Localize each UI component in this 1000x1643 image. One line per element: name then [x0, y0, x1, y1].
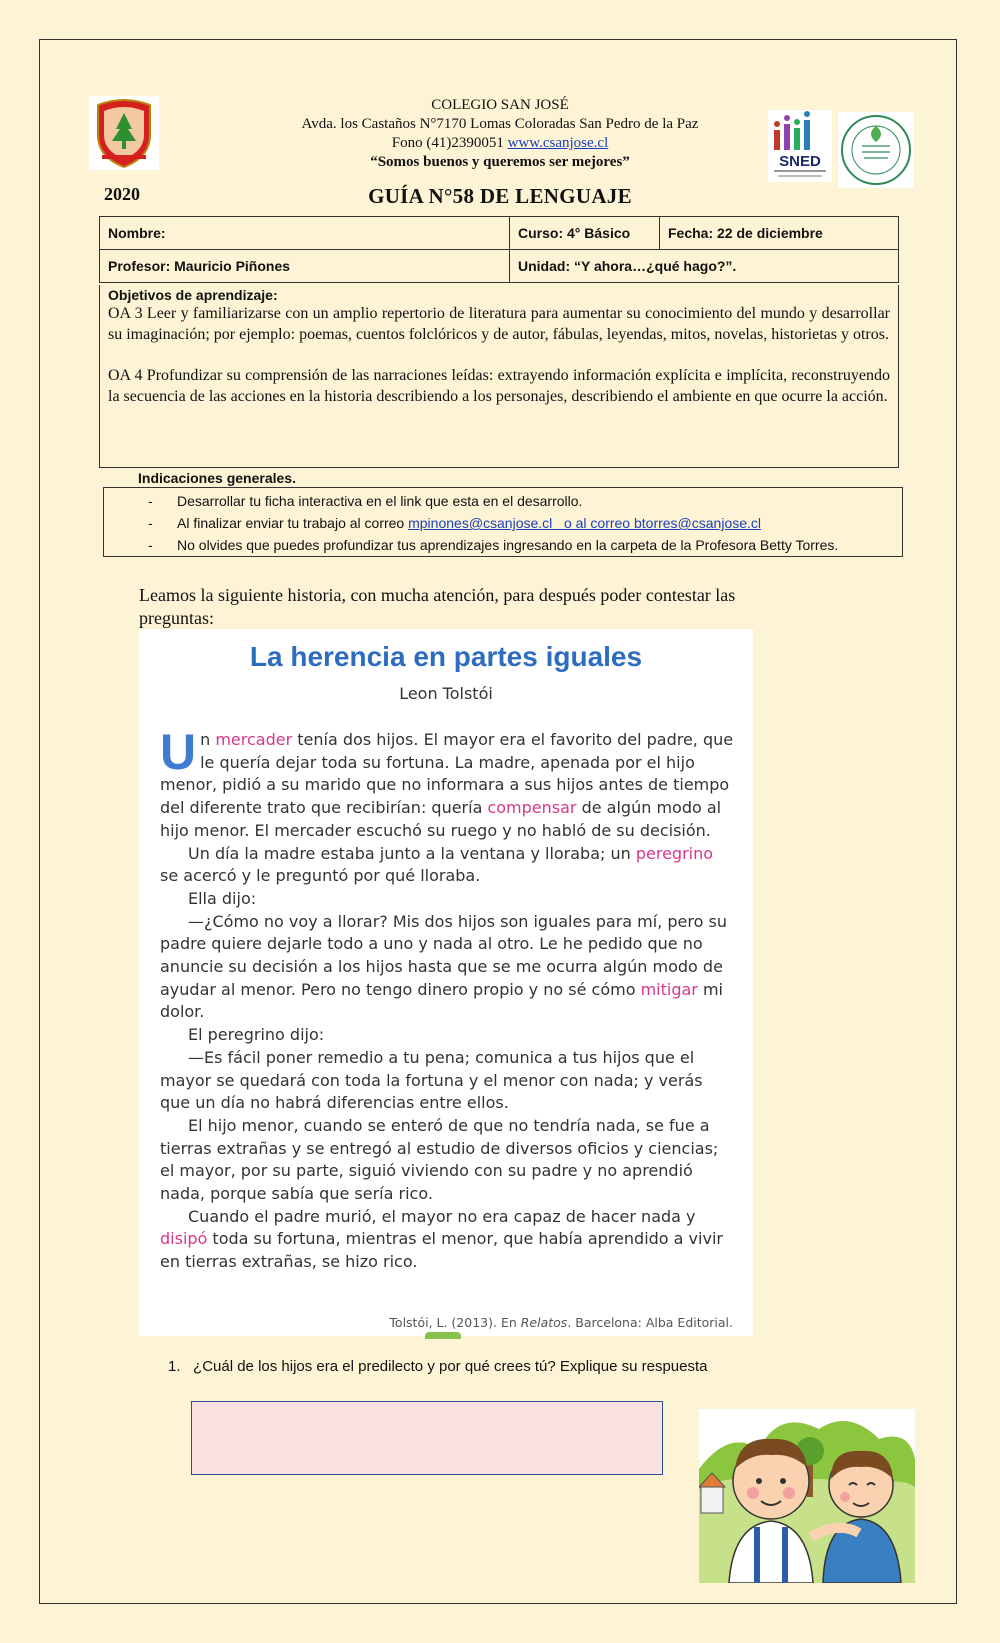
school-motto: “Somos buenos y queremos ser mejores”: [370, 154, 630, 170]
vocab-word: mercader: [215, 730, 293, 749]
sned-logo: [768, 110, 832, 182]
phone-number: Fono (41)2390051: [391, 135, 504, 151]
story-paragraph: El hijo menor, cuando se enteró de que no tendría nada, se fue a tierras extrañas y se entregó al estudio de diversos oficios y ciencias; el mayor, por su parte, siguió viviendo con su padre y no aprendió nada, porque sabía que sería rico.: [160, 1115, 719, 1204]
student-info-table: [99, 216, 899, 283]
brothers-illustration: [699, 1409, 915, 1583]
school-crest-logo: [88, 95, 160, 171]
indication-item: - No olvides que puedes profundizar tus aprendizajes ingresando en la carpeta de la Profesora Betty Torres.: [148, 537, 839, 553]
vocab-word: mitigar: [640, 979, 698, 999]
unit-field: Unidad: “Y ahora…¿qué hago?”.: [510, 250, 899, 283]
story-title: La herencia en partes iguales: [249, 641, 643, 672]
website-link[interactable]: www.csanjose.cl: [507, 135, 609, 151]
school-contact: [250, 134, 750, 153]
objectives-title: Objetivos de aprendizaje:: [108, 287, 278, 303]
objectives-box: [99, 285, 899, 468]
question-1: [168, 1358, 707, 1375]
question-text: ¿Cuál de los hijos era el predilecto y por qué crees tú? Explique su respuesta: [193, 1358, 708, 1375]
objective-oa4: OA 4 Profundizar su comprensión de las narraciones leídas: extrayendo información explícita e implícita, reconstruyendo la secuencia de las acciones en la historia describiendo a los personajes, describiendo el ambiente en que ocurre la acción.: [108, 367, 890, 405]
story-card: [139, 629, 753, 1336]
sned-label: SNED: [779, 153, 821, 170]
story-paragraph: Cuando el padre murió, el mayor no era capaz de hacer nada y disipó toda su fortuna, mientras el menor, que había aprendido a vivir en tierras extrañas, se hizo rico.: [160, 1206, 723, 1272]
decorative-strip: [425, 1332, 461, 1339]
date-field: Fecha: 22 de diciembre: [660, 217, 899, 250]
story-paragraph: Un día la madre estaba junto a la ventana y lloraba; un peregrino se acercó y le preguntó por qué lloraba.: [160, 843, 714, 886]
email-link-mpinones[interactable]: mpinones@csanjose.cl: [408, 515, 553, 531]
vocab-word: peregrino: [635, 843, 714, 863]
indication-item: - Al finalizar enviar tu trabajo al correo mpinones@csanjose.cl o al correo btorres@csanjose.cl: [148, 515, 762, 531]
vocab-word: disipó: [160, 1229, 208, 1249]
email-link-btorres[interactable]: o al correo btorres@csanjose.cl: [552, 515, 762, 531]
indication-item: - Desarrollar tu ficha interactiva en el link que esta en el desarrollo.: [148, 493, 583, 509]
answer-input-box[interactable]: [191, 1401, 663, 1475]
vocab-word: compensar: [487, 798, 577, 818]
course-field: Curso: 4° Básico: [510, 217, 660, 250]
school-header: [250, 96, 750, 172]
story-paragraph: Ella dijo:: [188, 888, 257, 908]
question-number: 1.: [168, 1358, 181, 1375]
teacher-field: Profesor: Mauricio Piñones: [100, 250, 510, 283]
drop-cap: U: [160, 724, 197, 780]
guide-title: GUÍA N°58 DE LENGUAJE: [368, 184, 632, 208]
year: 2020: [104, 184, 140, 204]
school-address: Avda. los Castaños N°7170 Lomas Coloradas San Pedro de la Paz: [301, 116, 699, 132]
name-field[interactable]: Nombre:: [100, 217, 510, 250]
story-paragraph: El peregrino dijo:: [188, 1025, 325, 1045]
story-paragraph: Un mercader tenía dos hijos. El mayor era el favorito del padre, que le quería dejar toda su fortuna. La madre, apenada por el hijo menor, pidió a su marido que no informara a sus hijos antes de tiempo del diferente trato que recibirían: quería compensar de algún modo al hijo menor. El mercader escuchó su ruego y no habló de su decisión.: [160, 724, 734, 840]
environmental-seal: [838, 112, 914, 188]
indications-box: [103, 487, 903, 557]
story-citation: Tolstói, L. (2013). En Relatos. Barcelona: Alba Editorial.: [389, 1315, 733, 1330]
story-paragraph: —¿Cómo no voy a llorar? Mis dos hijos son iguales para mí, pero su padre quiere dejarle todo a uno y nada al otro. Le he pedido que no anuncie su decisión a los hijos hasta que se me ocurra algún modo de ayudar al menor. Pero no tengo dinero propio y no sé cómo mitigar mi dolor.: [160, 911, 727, 1022]
reading-instruction: Leamos la siguiente historia, con mucha atención, para después poder contestar las preguntas:: [139, 585, 736, 628]
school-name: COLEGIO SAN JOSÉ: [431, 97, 569, 113]
indications-title: Indicaciones generales.: [138, 470, 296, 486]
story-body: [160, 724, 735, 1274]
story-author: Leon Tolstói: [399, 684, 493, 703]
story-paragraph: —Es fácil poner remedio a tu pena; comunica a tus hijos que el mayor se quedará con toda la fortuna y el menor con nada; y verás que un día no habrá diferencias entre ellos.: [160, 1047, 703, 1113]
objective-oa3: OA 3 Leer y familiarizarse con un amplio repertorio de literatura para aumentar su conocimiento del mundo y desarrollar su imaginación; por ejemplo: poemas, cuentos folclóricos y de autor, fábulas, leyendas, mitos, novelas, historietas y otros.: [108, 305, 890, 343]
